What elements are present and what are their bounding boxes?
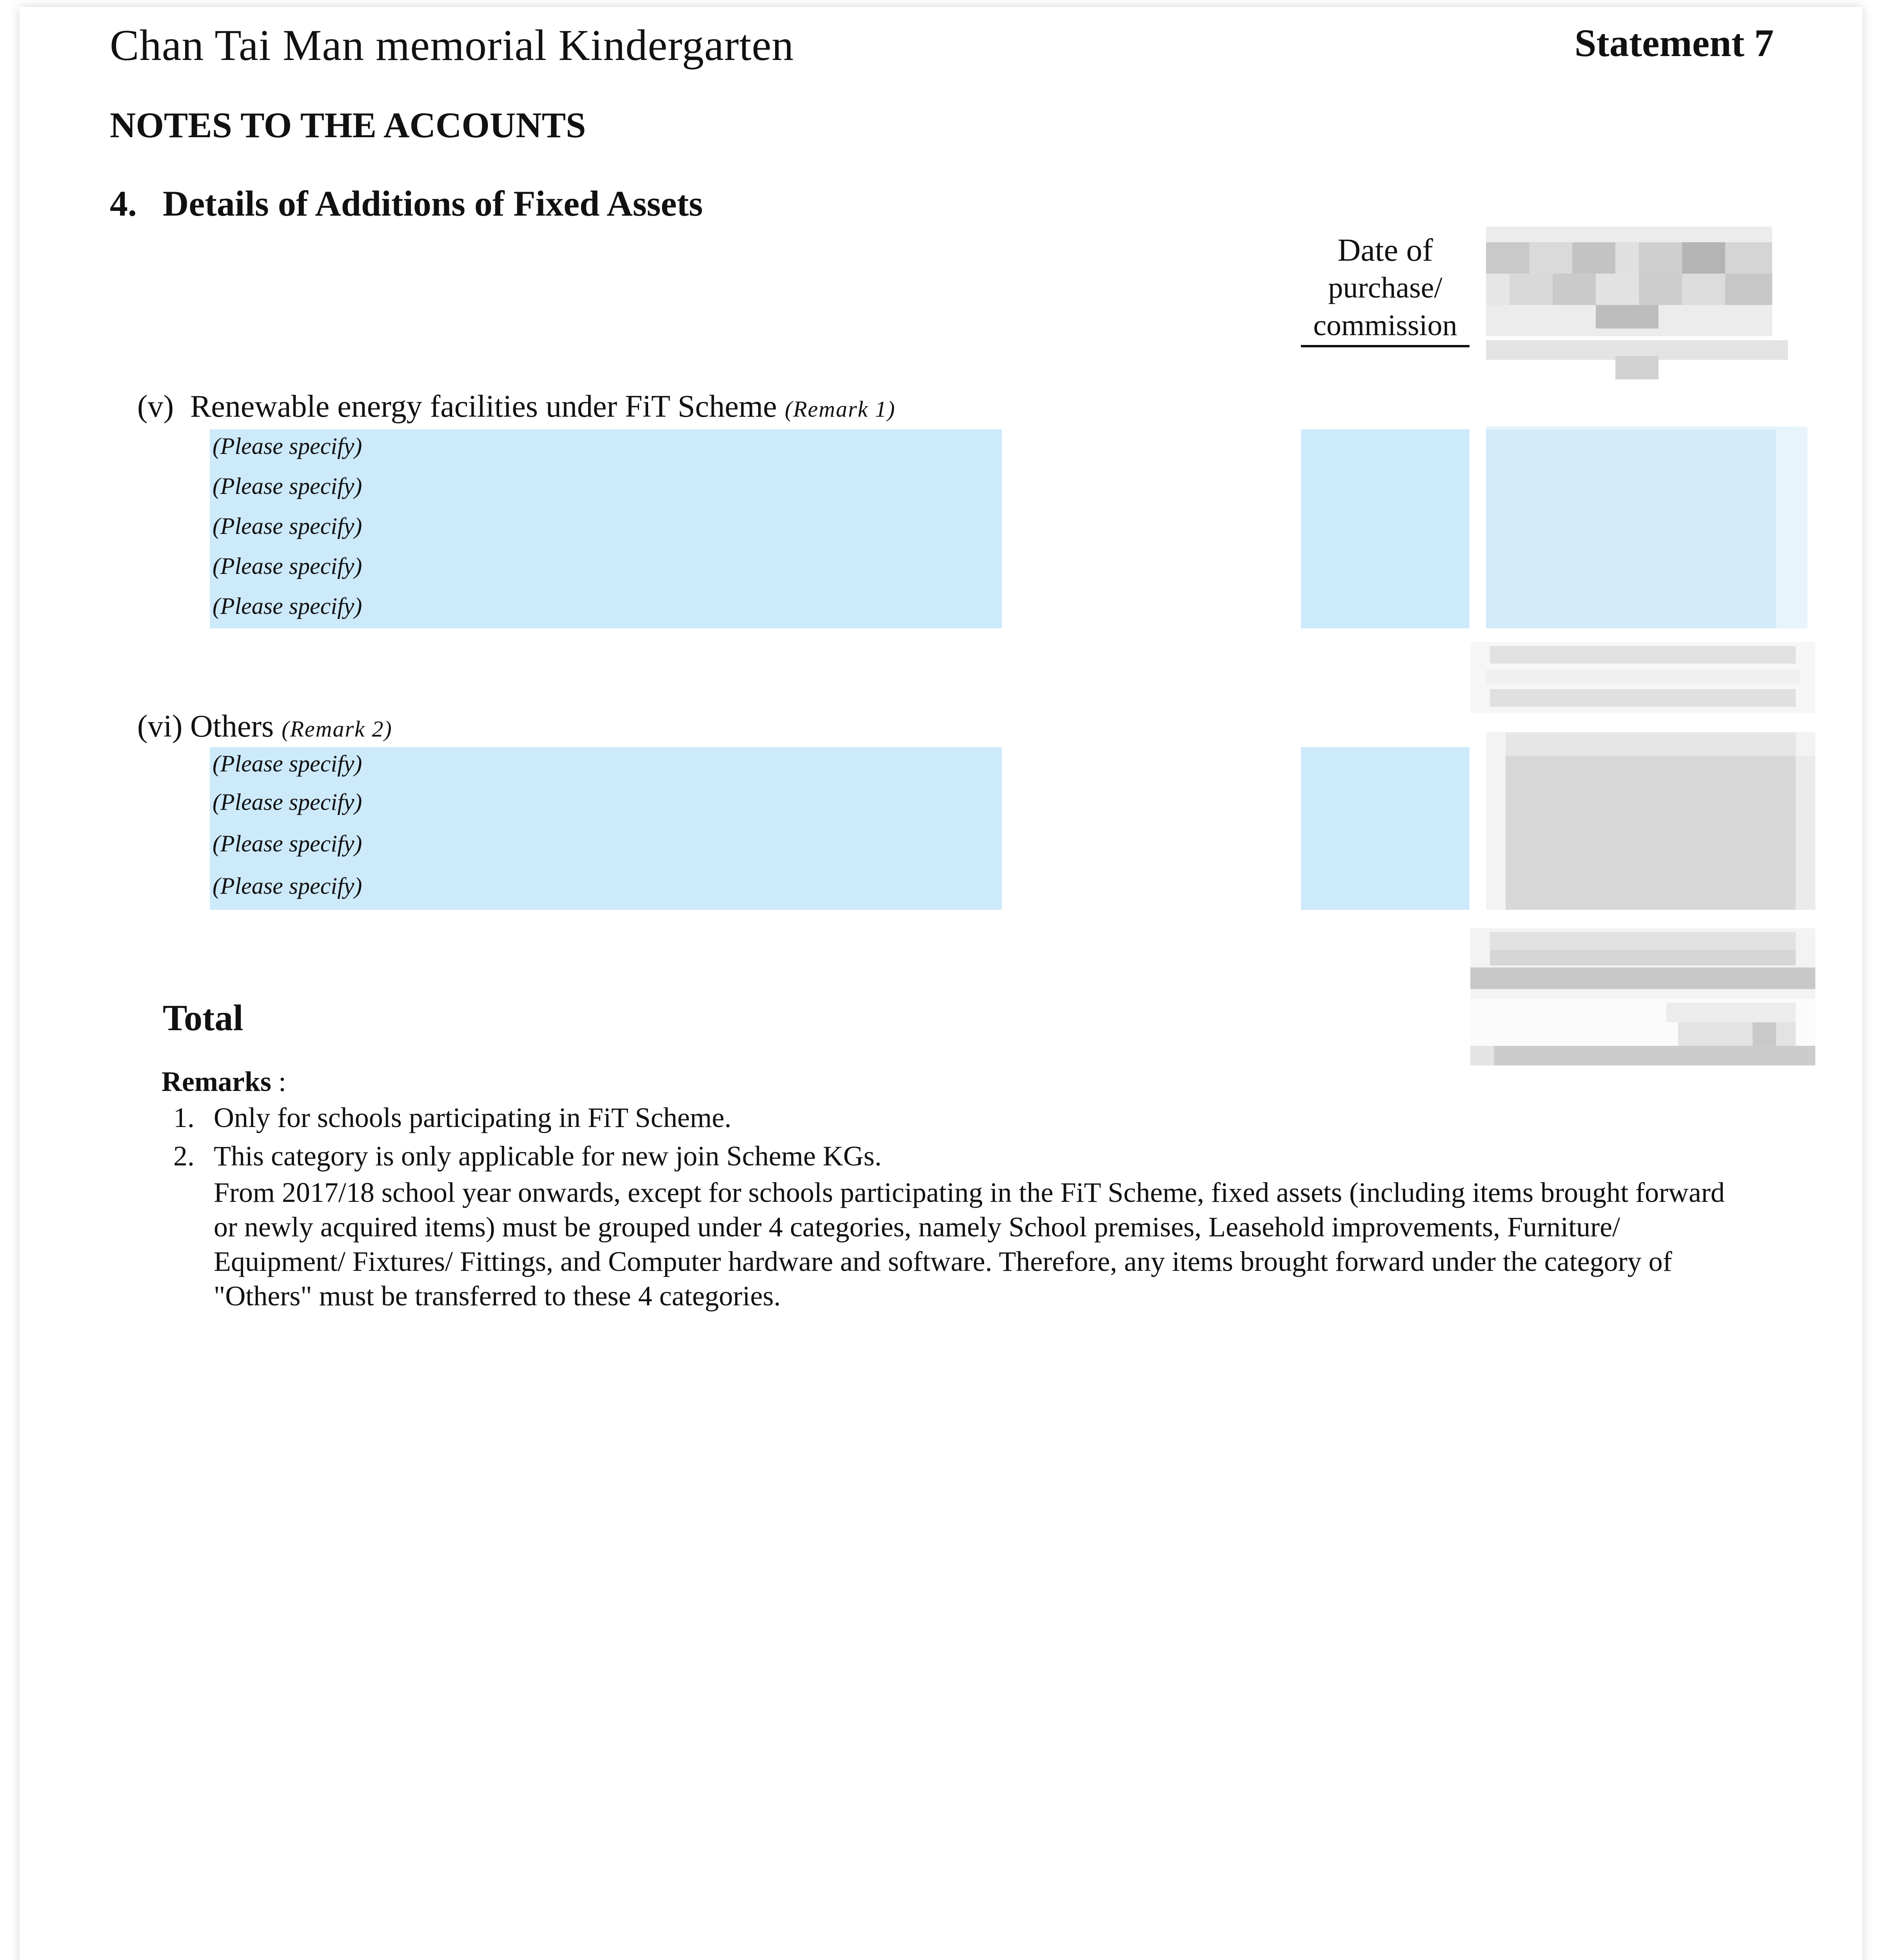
date-column-header bbox=[1301, 231, 1470, 344]
subsection-number: 4. bbox=[110, 183, 137, 223]
renewable-row-2: (Please specify) bbox=[213, 473, 362, 499]
remark-1-text: Only for schools participating in FiT Scheme. bbox=[214, 1102, 732, 1133]
remark-1-number: 1. bbox=[173, 1102, 194, 1133]
group-others-roman: (vi) bbox=[137, 709, 183, 744]
date-header-line1: Date of bbox=[1337, 232, 1433, 268]
redacted-subtotal-renewable bbox=[1470, 642, 1815, 713]
group-others-remark-ref: (Remark 2) bbox=[282, 716, 392, 742]
group-renewable-heading bbox=[137, 389, 896, 425]
group-others-heading bbox=[137, 709, 392, 744]
total-label: Total bbox=[163, 998, 243, 1038]
redacted-subtotal-others bbox=[1470, 928, 1815, 999]
subsection-title bbox=[110, 183, 703, 224]
statement-label: Statement 7 bbox=[1574, 21, 1774, 65]
others-row-1: (Please specify) bbox=[213, 751, 362, 777]
redacted-column-header bbox=[1486, 227, 1815, 383]
group-others-label: Others bbox=[190, 709, 274, 744]
others-amount-area bbox=[1486, 732, 1815, 910]
others-row-2: (Please specify) bbox=[213, 789, 362, 815]
section-title: NOTES TO THE ACCOUNTS bbox=[110, 105, 586, 145]
remark-2-text: This category is only applicable for new join Scheme KGs. bbox=[214, 1140, 882, 1172]
renewable-row-5: (Please specify) bbox=[213, 593, 362, 619]
renewable-row-3: (Please specify) bbox=[213, 513, 362, 539]
group-renewable-remark-ref: (Remark 1) bbox=[785, 396, 896, 422]
renewable-row-4: (Please specify) bbox=[213, 553, 362, 579]
date-header-line3: commission bbox=[1313, 309, 1457, 342]
remark-2-paragraph: From 2017/18 school year onwards, except for schools participating in the FiT Scheme, fixed assets (including items brought forward or newly acquired items) must be grouped under 4 categories, namely School premises, Leasehold improvements, Furniture/ Equipment/ Fixtures/ Fittings, and Computer hardware and software. Therefore, any items brought forward under the category of "Others" must be transferred to these 4 categories. bbox=[214, 1177, 1725, 1312]
school-name: Chan Tai Man memorial Kindergarten bbox=[110, 21, 794, 70]
renewable-row-1: (Please specify) bbox=[213, 433, 362, 459]
date-header-underline bbox=[1301, 345, 1470, 347]
remark-2-number: 2. bbox=[173, 1140, 194, 1172]
redacted-total-amount bbox=[1470, 999, 1815, 1065]
remarks-heading-label: Remarks bbox=[162, 1066, 271, 1097]
date-header-line2: purchase/ bbox=[1328, 271, 1442, 304]
others-date-area[interactable] bbox=[1301, 747, 1470, 910]
remarks-heading-colon: : bbox=[271, 1066, 286, 1097]
renewable-amount-area bbox=[1486, 426, 1808, 628]
others-row-4: (Please specify) bbox=[213, 873, 362, 899]
remarks-heading bbox=[162, 1065, 286, 1098]
document-page bbox=[20, 7, 1862, 1960]
renewable-date-area[interactable] bbox=[1301, 429, 1470, 628]
group-renewable-roman: (v) bbox=[137, 389, 174, 424]
others-row-3: (Please specify) bbox=[213, 831, 362, 857]
group-renewable-label: Renewable energy facilities under FiT Scheme bbox=[190, 389, 777, 424]
subsection-label: Details of Additions of Fixed Assets bbox=[163, 183, 703, 223]
